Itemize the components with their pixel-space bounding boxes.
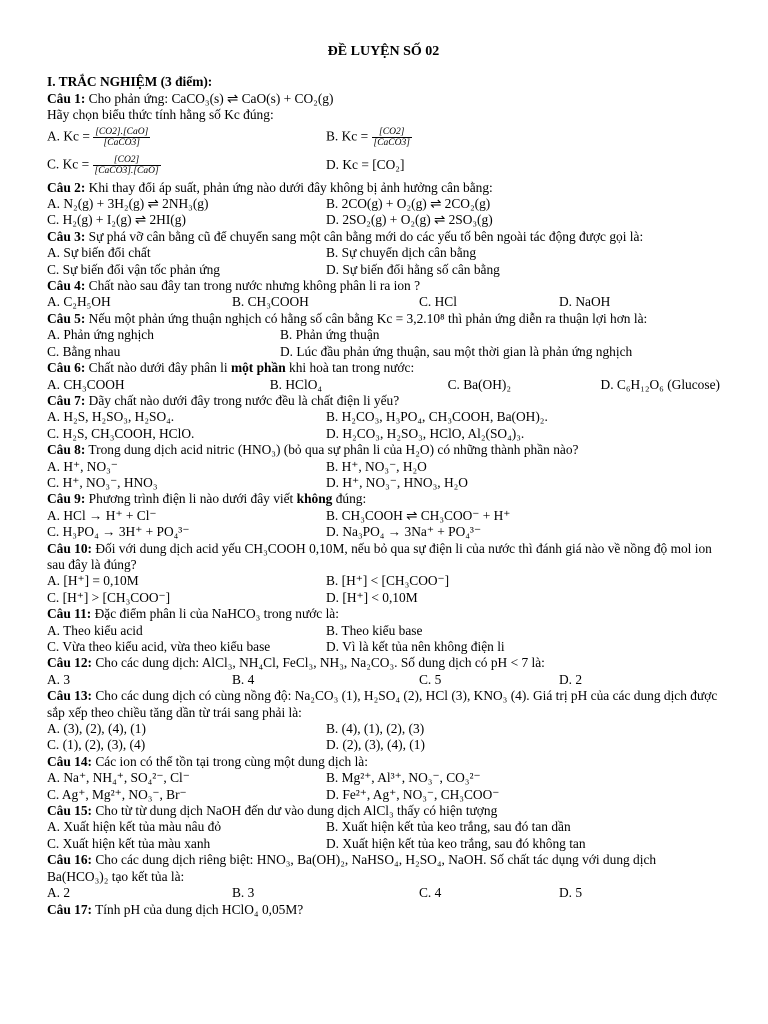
option-b: B. 2CO(g) + O₂(g) ⇌ 2CO₂(g): [326, 196, 491, 212]
question-text: Câu 13: Cho các dung dịch có cùng nồng độ: Na₂CO₃ (1), H₂SO₄ (2), HCl (3), KNO₃ (4). Giá trị pH của các dung dịch được sắp xếp theo chiều tăng dần từ trái sang phải là:: [47, 688, 718, 720]
options-row: [47, 262, 720, 278]
option-c: C. Kc = $\frac{[CO2]}{\text{[CaCO3].[CaO]}}$: [47, 155, 159, 177]
option-d: D. Na₃PO₄ → 3Na⁺ + PO₄³⁻: [326, 524, 482, 540]
question-9: [47, 491, 720, 540]
option-c: C. H⁺, NO₃⁻, HNO₃: [47, 474, 158, 490]
options-row: [47, 245, 720, 261]
option-a: A. 3: [47, 671, 71, 687]
option-d: D. Sự biến đổi hằng số cân bằng: [326, 261, 500, 277]
question-text: Câu 7: Dãy chất nào dưới đây trong nước đều là chất điện li yếu?: [47, 392, 400, 408]
question-text: Câu 14: Các ion có thể tồn tại trong cùng một dung dịch là:: [47, 753, 368, 769]
question-label: Câu 3:: [47, 228, 86, 244]
option-c: C. 5: [419, 671, 442, 687]
option-b: B. Sự chuyển dịch cân bằng: [326, 245, 477, 261]
option-a: A. [H⁺] = 0,10M: [47, 573, 139, 589]
question-14: [47, 754, 720, 803]
fraction: $\frac{[CO2]}{\text{[CaCO3]}}$: [373, 127, 410, 149]
options-row: [47, 344, 720, 360]
option-b: B. Xuất hiện kết tủa keo trắng, sau đó tan dần: [326, 819, 571, 835]
option-a: A. C₂H₅OH: [47, 294, 111, 310]
option-d: D. [H⁺] < 0,10M: [326, 589, 418, 605]
option-a: A. (3), (2), (4), (1): [47, 721, 146, 737]
question-text: Câu 16: Cho các dung dịch riêng biệt: HNO₃, Ba(OH)₂, NaHSO₄, H₂SO₄, NaOH. Số chất tác dụng với dung dịch Ba(HCO₃)₂ tạo kết tủa là:: [47, 852, 657, 884]
option-b: B. 3: [232, 885, 255, 901]
question-text: Câu 17: Tính pH của dung dịch HClO₄ 0,05M?: [47, 901, 304, 917]
option-a: A. H⁺, NO₃⁻: [47, 458, 118, 474]
option-b: B. CH₃COOH: [232, 294, 309, 310]
option-c: C. Sự biến đổi vận tốc phản ứng: [47, 261, 220, 277]
question-label: Câu 10:: [47, 540, 93, 556]
question-label: Câu 12:: [47, 655, 93, 671]
fraction: $\frac{[CO2]}{\text{[CaCO3].[CaO]}}$: [94, 155, 159, 177]
options-row: [47, 124, 720, 152]
question-text: Câu 9: Phương trình điện li nào dưới đây viết không đúng:: [47, 491, 367, 507]
options-row: [47, 590, 720, 606]
question-label: Câu 6:: [47, 360, 86, 376]
section-heading: I. TRẮC NGHIỆM (3 điểm):: [47, 74, 213, 90]
question-16: [47, 852, 720, 901]
option-b: B. Kc = $\frac{[CO2]}{\text{[CaCO3]}}$: [326, 127, 410, 149]
option-a: A. H₂S, H₂SO₃, H₂SO₄.: [47, 409, 175, 425]
question-6: [47, 360, 720, 393]
options-row: [47, 212, 720, 228]
option-d: D. H₂CO₃, H₂SO₃, HClO, Al₂(SO₄)₃.: [326, 425, 525, 441]
question-label: Câu 1:: [47, 90, 86, 106]
options-row: [47, 426, 720, 442]
options-row: [47, 508, 720, 524]
option-d: D. 2: [559, 671, 583, 687]
option-a: A. N₂(g) + 3H₂(g) ⇌ 2NH₃(g): [47, 196, 209, 212]
option-c: C. [H⁺] > [CH₃COO⁻]: [47, 589, 171, 605]
question-label: Câu 2:: [47, 179, 86, 195]
option-c: C. (1), (2), (3), (4): [47, 737, 146, 753]
option-b: B. [H⁺] < [CH₃COO⁻]: [326, 573, 450, 589]
options-row: [47, 524, 720, 540]
options-row: [47, 294, 720, 310]
question-text: Câu 12: Cho các dung dịch: AlCl₃, NH₄Cl, FeCl₃, NH₃, Na₂CO₃. Số dung dịch có pH < 7 là:: [47, 655, 545, 671]
option-c: C. 4: [419, 885, 442, 901]
option-d: D. 5: [559, 885, 583, 901]
options-row: [47, 787, 720, 803]
option-b: B. Mg²⁺, Al³⁺, NO₃⁻, CO₃²⁻: [326, 770, 481, 786]
question-15: [47, 803, 720, 852]
option-d: D. Kc = [CO₂]: [326, 157, 405, 173]
options-row: [47, 152, 720, 180]
option-a: A. Phản ứng nghịch: [47, 327, 154, 343]
option-d: D. NaOH: [559, 294, 611, 310]
options-row: [47, 327, 720, 343]
options-row: [47, 836, 720, 852]
question-label: Câu 14:: [47, 753, 93, 769]
option-b: B. Phản ứng thuận: [280, 327, 380, 343]
question-text: Câu 1: Cho phản ứng: CaCO₃(s) ⇌ CaO(s) + CO₂(g): [47, 90, 334, 106]
question-label: Câu 4:: [47, 278, 86, 294]
question-text: Câu 4: Chất nào sau đây tan trong nước nhưng không phân li ra ion ?: [47, 278, 421, 294]
option-d: D. Fe²⁺, Ag⁺, NO₃⁻, CH₃COO⁻: [326, 786, 500, 802]
question-10: [47, 541, 720, 607]
option-b: B. 4: [232, 671, 255, 687]
option-a: A. HCl → H⁺ + Cl⁻: [47, 507, 157, 523]
question-4: [47, 278, 720, 311]
option-b: B. H₂CO₃, H₃PO₄, CH₃COOH, Ba(OH)₂.: [326, 409, 548, 425]
option-d: D. H⁺, NO₃⁻, HNO₃, H₂O: [326, 474, 468, 490]
options-row: [47, 409, 720, 425]
question-text: Câu 6: Chất nào dưới đây phân li một phần khi hoà tan trong nước:: [47, 360, 415, 376]
question-5: [47, 311, 720, 360]
question-13: [47, 688, 720, 754]
option-b: B. H⁺, NO₃⁻, H₂O: [326, 458, 427, 474]
options-row: [47, 639, 720, 655]
fraction: $\frac{\text{[CO2].[CaO]}}{\text{[CaCO3]}}$: [95, 127, 149, 149]
option-b: B. HClO₄: [269, 376, 323, 392]
question-text: Câu 3: Sự phá vỡ cân bằng cũ để chuyển sang một cân bằng mới do các yếu tố bên ngoài tác động được gọi là:: [47, 228, 644, 244]
question-text: Câu 8: Trong dung dịch acid nitric (HNO₃) (bỏ qua sự phân li của H₂O) có những thành phần nào?: [47, 442, 579, 458]
options-row: [47, 623, 720, 639]
options-row: [47, 196, 720, 212]
question-text-line: Hãy chọn biểu thức tính hằng số Kc đúng:: [47, 107, 274, 123]
options-row: [47, 573, 720, 589]
question-label: Câu 15:: [47, 803, 93, 819]
option-b: B. (4), (1), (2), (3): [326, 721, 425, 737]
option-c: C. HCl: [419, 294, 457, 310]
option-c: C. H₃PO₄ → 3H⁺ + PO₄³⁻: [47, 524, 190, 540]
option-a: A. 2: [47, 885, 71, 901]
option-c: C. Ag⁺, Mg²⁺, NO₃⁻, Br⁻: [47, 786, 187, 802]
options-row: [47, 819, 720, 835]
question-label: Câu 9:: [47, 491, 86, 507]
option-c: C. H₂(g) + I₂(g) ⇌ 2HI(g): [47, 212, 186, 228]
option-c: C. Vừa theo kiểu acid, vừa theo kiểu base: [47, 639, 271, 654]
option-d: D. 2SO₂(g) + O₂(g) ⇌ 2SO₃(g): [326, 212, 493, 228]
question-label: Câu 11:: [47, 606, 92, 622]
question-label: Câu 5:: [47, 310, 86, 326]
option-a: A. Theo kiểu acid: [47, 622, 143, 638]
question-label: Câu 13:: [47, 688, 93, 704]
option-c: C. Ba(OH)₂: [447, 376, 511, 392]
options-row: [47, 721, 720, 737]
question-3: [47, 229, 720, 278]
option-a: A. Sự biến đổi chất: [47, 245, 151, 261]
question-2: [47, 180, 720, 229]
option-a: A. CH₃COOH: [47, 376, 125, 392]
option-d: D. (2), (3), (4), (1): [326, 737, 425, 753]
question-label: Câu 16:: [47, 852, 93, 868]
option-b: B. CH₃COOH ⇌ CH₃COO⁻ + H⁺: [326, 507, 511, 523]
options-row: [47, 737, 720, 753]
question-text: Câu 15: Cho từ từ dung dịch NaOH đến dư vào dung dịch AlCl₃ thấy có hiện tượng: [47, 803, 498, 819]
option-a: A. Na⁺, NH₄⁺, SO₄²⁻, Cl⁻: [47, 770, 190, 786]
page-title: ĐỀ LUYỆN SỐ 02: [327, 44, 440, 59]
options-row: [47, 885, 720, 901]
question-7: [47, 393, 720, 442]
options-row: [47, 672, 720, 688]
option-d: D. Vì là kết tủa nên không điện li: [326, 639, 505, 654]
question-text: Câu 5: Nếu một phản ứng thuận nghịch có hằng số cân bằng Kc = 3,2.10⁸ thì phản ứng diễn ra thuận lợi hơn là:: [47, 310, 648, 326]
options-row: [47, 377, 720, 393]
question-label: Câu 7:: [47, 392, 86, 408]
option-a: A. Kc = $\frac{\text{[CO2].[CaO]}}{\text{[CaCO3]}}$: [47, 127, 149, 149]
question-text: Câu 11: Đặc điểm phân li của NaHCO₃ trong nước là:: [47, 606, 339, 622]
option-c: C. Bằng nhau: [47, 343, 121, 359]
question-11: [47, 606, 720, 655]
question-1: [47, 91, 720, 180]
question-label: Câu 17:: [47, 901, 93, 917]
option-b: B. Theo kiểu base: [326, 622, 423, 638]
question-12: [47, 655, 720, 688]
question-text: Câu 2: Khi thay đổi áp suất, phản ứng nào dưới đây không bị ảnh hưởng cân bằng:: [47, 179, 493, 195]
question-17: [47, 902, 720, 918]
option-d: D. C₆H₁₂O₆ (Glucose): [600, 376, 720, 392]
option-c: C. Xuất hiện kết tủa màu xanh: [47, 835, 211, 851]
options-row: [47, 475, 720, 491]
option-d: D. Xuất hiện kết tủa keo trắng, sau đó không tan: [326, 835, 586, 851]
options-row: [47, 459, 720, 475]
option-d: D. Lúc đầu phản ứng thuận, sau một thời gian là phản ứng nghịch: [280, 343, 633, 359]
question-text: Câu 10: Đối với dung dịch acid yếu CH₃COOH 0,10M, nếu bỏ qua sự điện li của nước thì đánh giá nào về nồng độ mol ion sau đây là đúng?: [47, 540, 712, 572]
options-row: [47, 770, 720, 786]
option-c: C. H₂S, CH₃COOH, HClO.: [47, 425, 195, 441]
option-a: A. Xuất hiện kết tủa màu nâu đỏ: [47, 819, 222, 835]
question-label: Câu 8:: [47, 442, 86, 458]
question-8: [47, 442, 720, 491]
